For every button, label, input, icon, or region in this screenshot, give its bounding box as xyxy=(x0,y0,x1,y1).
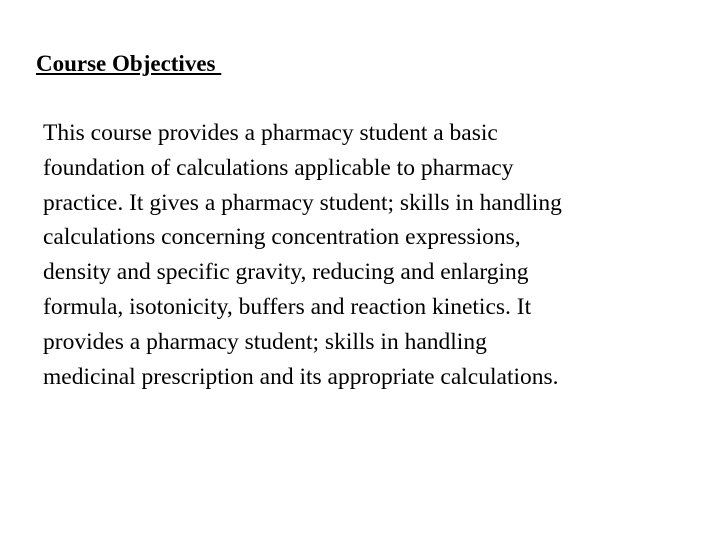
page-title: Course Objectives xyxy=(36,51,222,76)
paragraph-line: practice. It gives a pharmacy student; skills in handling xyxy=(43,189,562,216)
paragraph-line: This course provides a pharmacy student a basic xyxy=(43,120,498,146)
paragraph-line: calculations concerning concentration expressions, xyxy=(43,224,521,251)
paragraph-line: medicinal prescription and its appropriate calculations. xyxy=(43,363,559,390)
course-objectives-paragraph xyxy=(43,116,683,394)
paragraph-line: formula, isotonicity, buffers and reaction kinetics. It xyxy=(43,293,532,320)
paragraph-line: provides a pharmacy student; skills in handling xyxy=(43,328,487,355)
paragraph-line: foundation of calculations applicable to pharmacy xyxy=(43,154,514,181)
paragraph-line: density and specific gravity, reducing and enlarging xyxy=(43,259,529,286)
